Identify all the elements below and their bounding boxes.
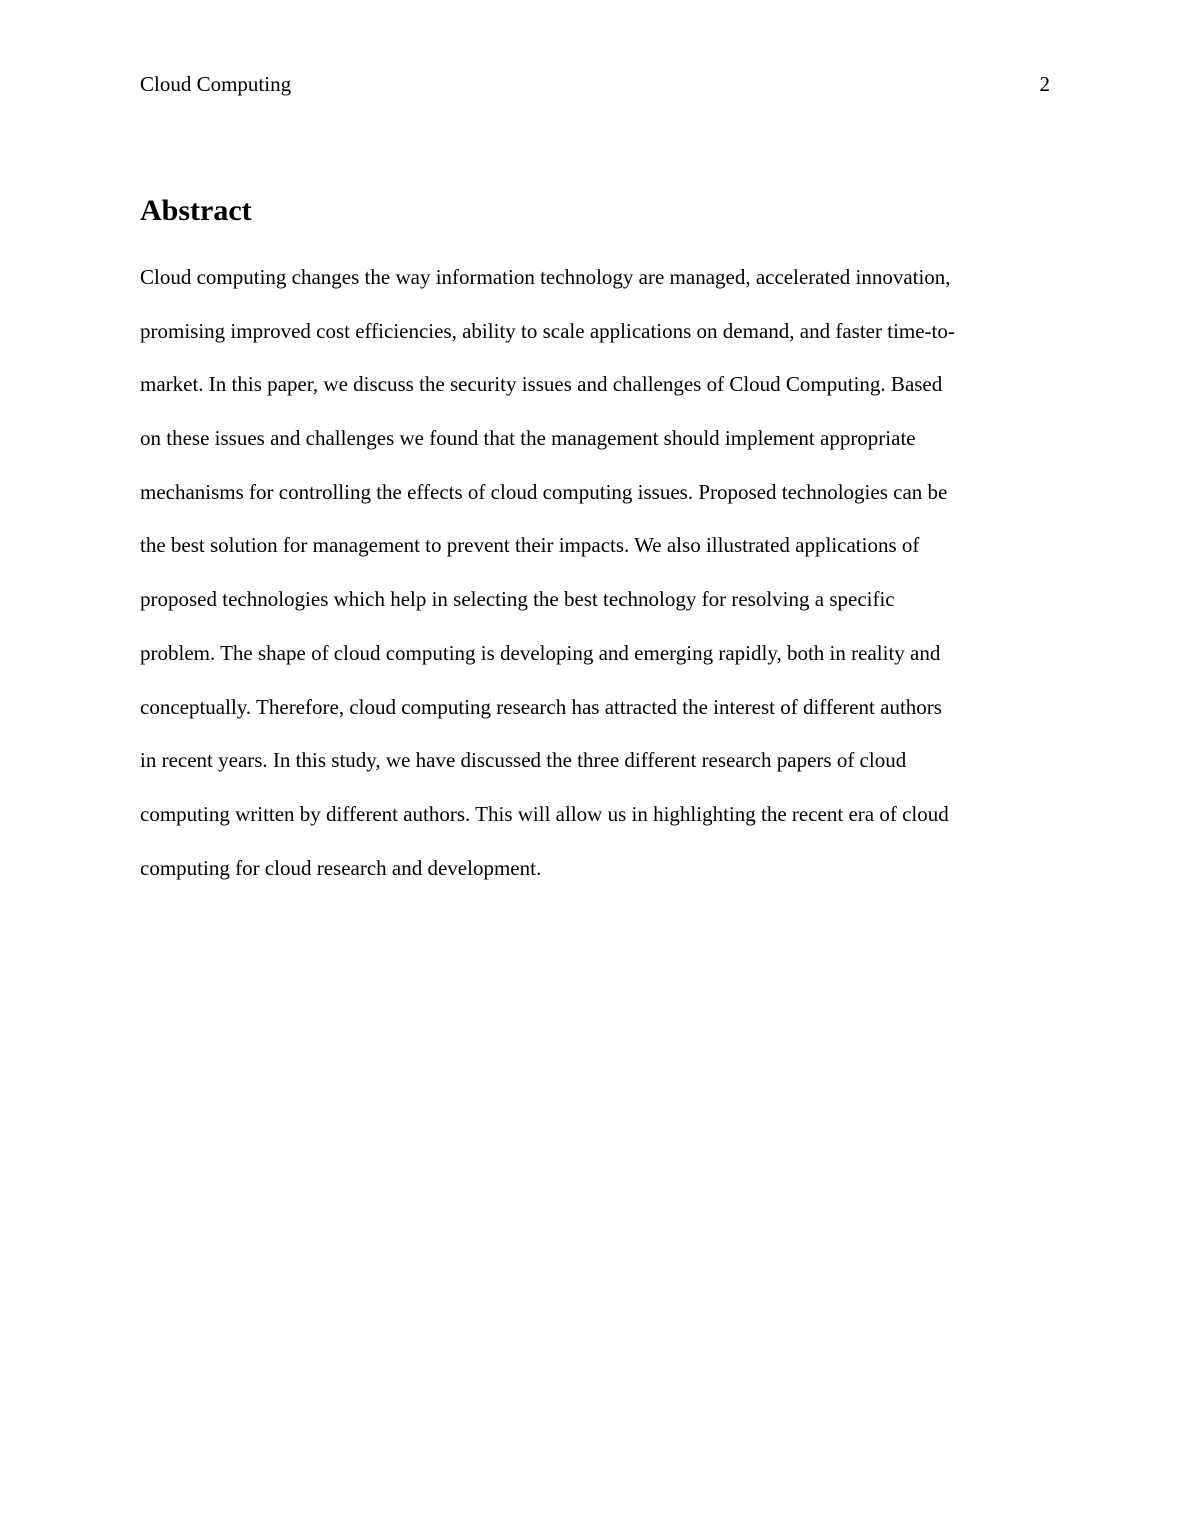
abstract-line: problem. The shape of cloud computing is developing and emerging rapidly, both in reality and — [140, 640, 941, 665]
abstract-line: conceptually. Therefore, cloud computing research has attracted the interest of different authors — [140, 694, 942, 719]
abstract-line: market. In this paper, we discuss the security issues and challenges of Cloud Computing. Based — [140, 372, 943, 397]
abstract-heading: Abstract — [140, 194, 252, 227]
abstract-line: mechanisms for controlling the effects of cloud computing issues. Proposed technologies can be — [140, 479, 948, 504]
abstract-line: in recent years. In this study, we have discussed the three different research papers of cloud — [140, 748, 907, 773]
page-header — [140, 70, 1050, 98]
page-number: 2 — [1039, 72, 1050, 96]
abstract-line: Cloud computing changes the way information technology are managed, accelerated innovation, — [140, 265, 951, 289]
abstract-body — [140, 251, 1060, 895]
abstract-line: the best solution for management to prevent their impacts. We also illustrated applications of — [140, 533, 920, 558]
abstract-line: proposed technologies which help in selecting the best technology for resolving a specific — [140, 587, 895, 612]
abstract-line: computing written by different authors. This will allow us in highlighting the recent era of cloud — [140, 801, 949, 826]
abstract-line: promising improved cost efficiencies, ability to scale applications on demand, and faster time-to- — [140, 318, 955, 343]
running-head-title: Cloud Computing — [140, 72, 292, 96]
abstract-line: computing for cloud research and development. — [140, 855, 542, 880]
abstract-line: on these issues and challenges we found that the management should implement appropriate — [140, 426, 916, 451]
